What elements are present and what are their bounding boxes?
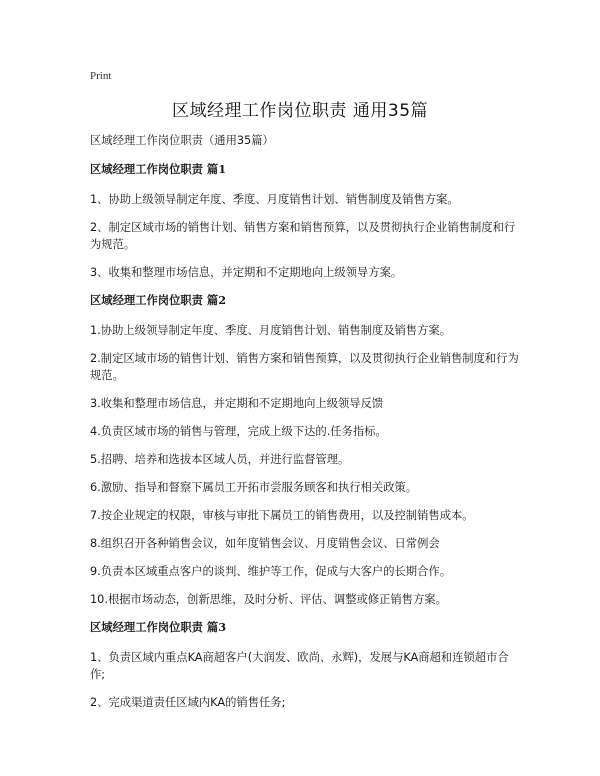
list-item: 4.负责区域市场的销售与管理，完成上级下达的.任务指标。 bbox=[90, 425, 387, 438]
list-item: 3.收集和整理市场信息，并定期和不定期地向上级领导反馈 bbox=[90, 397, 384, 410]
list-item: 6.激励、指导和督察下属员工开拓市尝服务顾客和执行相关政策。 bbox=[90, 481, 418, 494]
list-item: 1.协助上级领导制定年度、季度、月度销售计划、销售制度及销售方案。 bbox=[90, 324, 451, 337]
list-item: 2、完成渠道责任区域内KA的销售任务; bbox=[90, 696, 286, 709]
list-item: 3、收集和整理市场信息，并定期和不定期地向上级领导方案。 bbox=[90, 266, 403, 279]
print-label: Print bbox=[90, 70, 112, 82]
document-title: 区域经理工作岗位职责 通用35篇 bbox=[171, 101, 429, 121]
section-1 bbox=[90, 161, 520, 281]
list-item: 1、协助上级领导制定年度、季度、月度销售计划、销售制度及销售方案。 bbox=[90, 193, 459, 206]
list-item: 5.招聘、培养和选拔本区域人员，并进行监督管理。 bbox=[90, 453, 350, 466]
list-item: 2、制定区域市场的销售计划、销售方案和销售预算，以及贯彻执行企业销售制度和行为规范。 bbox=[90, 221, 516, 251]
section-2 bbox=[90, 292, 520, 608]
list-item: 10.根据市场动态，创新思维，及时分析、评估、调整或修正销售方案。 bbox=[90, 593, 447, 606]
list-item: 7.按企业规定的权限，审核与审批下属员工的销售费用，以及控制销售成本。 bbox=[90, 509, 474, 522]
section-heading: 区域经理工作岗位职责 篇3 bbox=[90, 620, 227, 634]
document-subtitle: 区域经理工作岗位职责（通用35篇） bbox=[90, 134, 274, 147]
list-item: 8.组织召开各种销售会议，如年度销售会议、月度销售会议、日常例会 bbox=[90, 537, 440, 550]
section-heading: 区域经理工作岗位职责 篇1 bbox=[90, 162, 227, 176]
list-item: 2.制定区域市场的销售计划、销售方案和销售预算，以及贯彻执行企业销售制度和行为规范。 bbox=[90, 352, 519, 382]
list-item: 1、负责区域内重点KA商超客户(大润发、欧尚、永辉)，发展与KA商超和连锁超市合作; bbox=[90, 651, 509, 681]
document-body bbox=[90, 132, 520, 722]
list-item: 9.负责本区域重点客户的谈判、维护等工作，促成与大客户的长期合作。 bbox=[90, 565, 451, 578]
section-3 bbox=[90, 619, 520, 711]
section-heading: 区域经理工作岗位职责 篇2 bbox=[90, 293, 227, 307]
